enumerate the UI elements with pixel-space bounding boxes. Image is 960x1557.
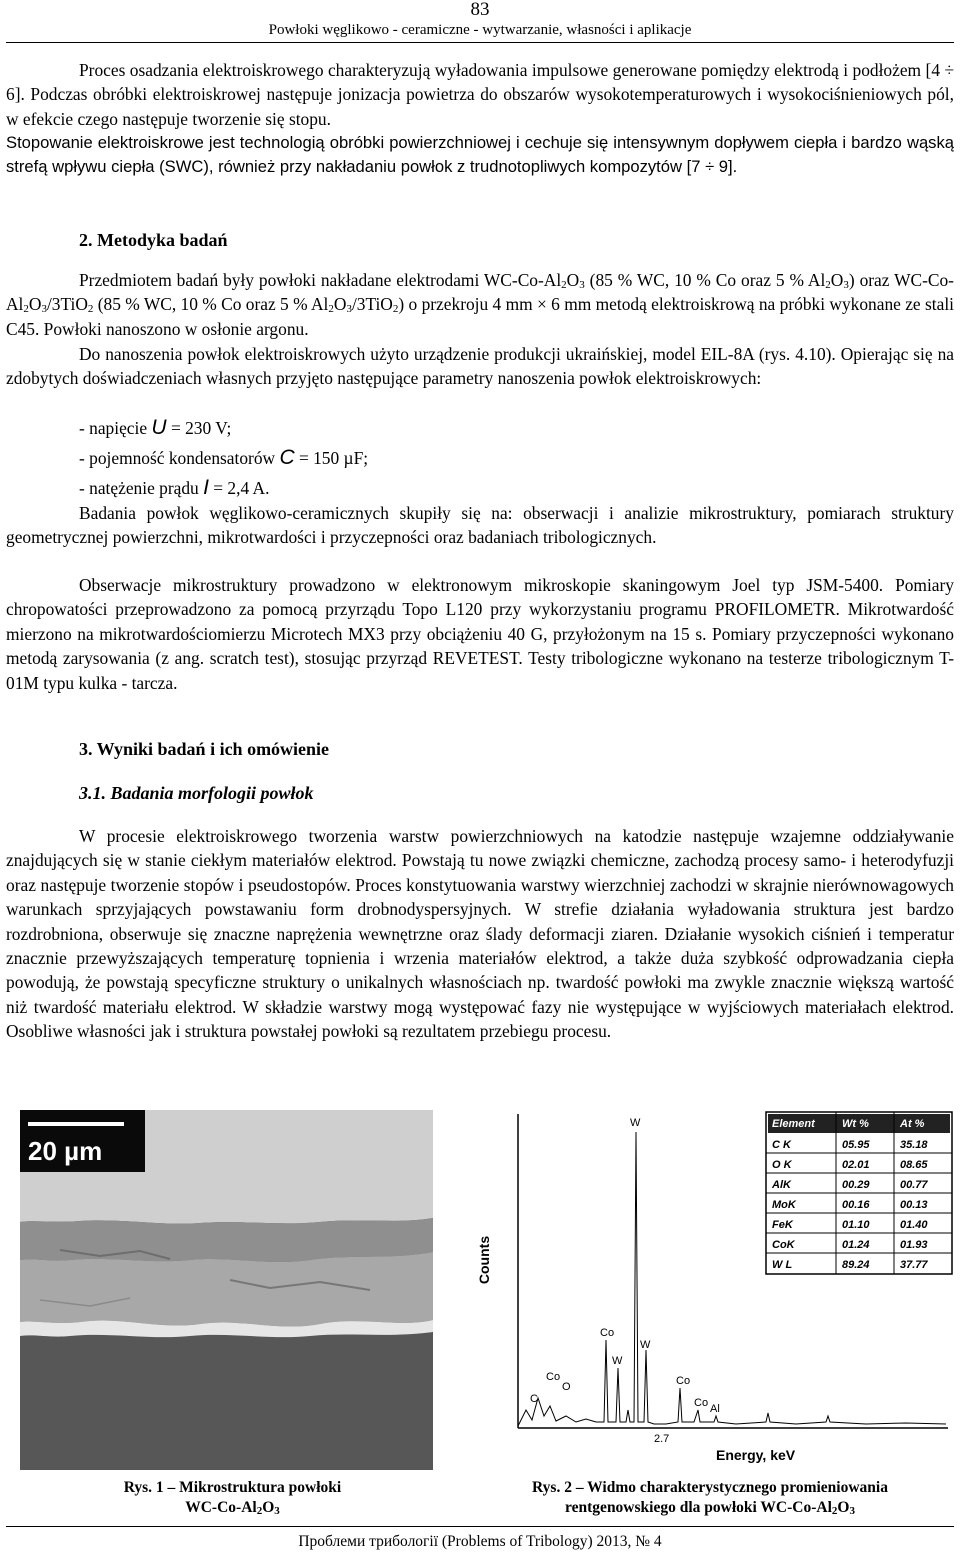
peak-label: Co [600,1327,615,1339]
header-rule [6,42,954,43]
table-header-cell: At % [900,1118,925,1130]
micrograph-image [20,1110,433,1470]
table-cell: O K [772,1159,792,1171]
methods-paragraph-4: Obserwacje mikrostruktury prowadzono w elektronowym mikroskopie skaningowym Joel typ JSM-5400. Pomiary chropowatości przeprowadzono za pomocą przyrządu Topo L120 przy wykorzystaniu programu PROFILOMETR. Mikrotwardość mierzono na mikrotwardościomierzu Microtech MX3 przy obciążeniu 40 G, przyłożonym na 15 s. Pomiary przyczepności wykonano metodą zarysowania (z ang. scratch test), stosując przyrząd REVETEST. Testy tribologiczne wykonano na testerze tribologicznym T-01M typu kulka - tarcza. [6,575,954,693]
table-cell: 89.24 [842,1259,870,1271]
y-axis-label: Counts [476,1235,492,1285]
table-cell: 00.29 [842,1179,870,1191]
results-paragraph-1: W procesie elektroiskrowego tworzenia warstw powierzchniowych na katodzie następuje wzajemne oddziaływanie znajdujących się w stanie ciekłym materiałów elektrod. Powstają tu nowe związki chemiczne, zachodzą procesy samo- i heterodyfuzji oraz następuje tworzenie stopów i pseudostopów. Proces konstytuowania warstwy wierzchniej zachodzi w skrajnie nierównowagowych warunkach sprzyjających powstawaniu form drobnodyspersyjnych. W strefie działania wyładowania struktura jest bardzo rozdrobniona, obserwuje się znaczne naprężenia wewnętrzne oraz ślady deformacji ziaren. Działanie wysokich ciśnień i temperatur znacznie przewyższających temperaturę topnienia i wrzenia materiałów elektrod, a także duża szybkość odprowadzania ciepła powodują, że powstają specyficzne struktury o unikalnych własnościach np. twardość powłoki ma zwykle znacznie większą wartość niż twardość materiału elektrod. W składzie warstwy mogą występować fazy nie występujące w wyjściowych materiałach elektrod. Osobliwe własności jak i struktura powstałej powłoki są rezultatem przebiegu procesu. [6,826,954,1042]
element-table [766,1112,952,1274]
peak-label: C [530,1393,538,1405]
section-2-heading: 2. Metodyka badań [79,230,228,250]
peak-label: Co [676,1375,691,1387]
methods-paragraph-1: Przedmiotem badań były powłoki nakładane elektrodami $WC-Co-Al_2O_3$ (85 % WC, 10 % Co oraz 5 % $Al_2O_3$) oraz $WC-Co-Al_2O_3/3TiO_2$ (85 % WC, 10 % Co oraz 5 % $Al_2O_3/3TiO_2$) o przekroju 4 mm × 6 mm metodą elektroiskrową na próbki wykonane ze stali C45. Powłoki nanoszono w osłonie argonu. [6,270,954,339]
table-cell: 01.24 [842,1239,870,1251]
table-cell: 01.93 [900,1239,928,1251]
spectrum-plot [466,1110,956,1470]
peak-label: Co [546,1371,561,1383]
table-cell: 37.77 [900,1259,928,1271]
table-cell: 05.95 [842,1139,870,1151]
intro-paragraph-2: Stopowanie elektroiskrowe jest technologią obróbki powierzchniowej i cechuje się intensywnym dopływem ciepła i bardzo wąską strefą wpływu ciepła (SWC), również przy nakładaniu powłok z trudnotopliwych kompozytów [7 ÷ 9]. [6,133,954,177]
methods-paragraph-3: Badania powłok węglikowo-ceramicznych skupiły się na: obserwacji i analizie mikrostruktury, pomiarach struktury geometrycznej powierzchni, mikrotwardości i przyczepności oraz badaniach tribologicznych. [6,503,954,548]
page-number: 83 [470,0,490,20]
table-cell: 08.65 [900,1159,928,1171]
table-cell: AlK [772,1179,791,1191]
intro-paragraph-1: Proces osadzania elektroiskrowego charakteryzują wyładowania impulsowe generowane pomiędzy elektrodą i podłożem [4 ÷ 6]. Podczas obróbki elektroiskrowej następuje jonizacja powietrza do obszarów wysokotemperaturowych i wysokociśnieniowych pól, w efekcie czego następuje tworzenie się stopu. [6,60,954,129]
section-3-heading: 3. Wyniki badań i ich omówienie [79,739,330,759]
table-cell: 00.77 [900,1179,928,1191]
table-cell: W L [772,1259,793,1271]
table-header-cell: Wt % [842,1118,869,1130]
figure-2-eds-spectrum [466,1110,956,1470]
running-title: Powłoki węglikowo - ceramiczne - wytwarzanie, własności i aplikacje [268,22,692,38]
table-cell: 35.18 [900,1139,928,1151]
table-cell: FeK [772,1219,793,1231]
journal-footer: Проблеми трибології (Problems of Tribology) 2013, № 4 [298,1533,662,1550]
table-cell: C K [772,1139,791,1151]
peak-label: W [640,1339,651,1351]
x-tick-label: 2.7 [654,1433,670,1445]
table-cell: 00.13 [900,1199,928,1211]
peak-label: W [630,1117,641,1129]
table-header-cell: Element [772,1118,815,1130]
param-current: - natężenie prądu I = 2,4 A. [79,476,270,499]
table-cell: CoK [772,1239,795,1251]
peak-label: W [612,1355,623,1367]
param-voltage: - napięcie U = 230 V; [79,416,232,439]
peak-label: Al [710,1403,720,1415]
param-capacitance: - pojemność kondensatorów C = 150 µF; [79,446,369,469]
peak-label: O [562,1381,571,1393]
scale-bar-label: 20 µm [28,1136,103,1166]
table-cell: MoK [772,1199,796,1211]
table-cell: 00.16 [842,1199,870,1211]
table-cell: 01.40 [900,1219,928,1231]
peak-label: Co [694,1397,709,1409]
figure-1-caption: Rys. 1 – Mikrostruktura powłoki $WC-Co-Al_2O_3$ [123,1479,342,1517]
table-cell: 01.10 [842,1219,870,1231]
section-3-1-heading: 3.1. Badania morfologii powłok [79,783,314,803]
x-axis-label: Energy, keV [716,1447,796,1463]
figure-2-caption: Rys. 2 – Widmo charakterystycznego promieniowania rentgenowskiego dla powłoki $WC-Co-Al_2O_3$ [532,1479,888,1517]
figure-1-micrograph [20,1110,433,1470]
table-cell: 02.01 [842,1159,870,1171]
footer-rule [6,1526,954,1527]
methods-paragraph-2: Do nanoszenia powłok elektroiskrowych użyto urządzenie produkcji ukraińskiej, model EIL-8A (rys. 4.10). Opierając się na zdobytych doświadczeniach własnych przyjęto następujące parametry nanoszenia powłok elektroiskrowych: [6,344,954,389]
